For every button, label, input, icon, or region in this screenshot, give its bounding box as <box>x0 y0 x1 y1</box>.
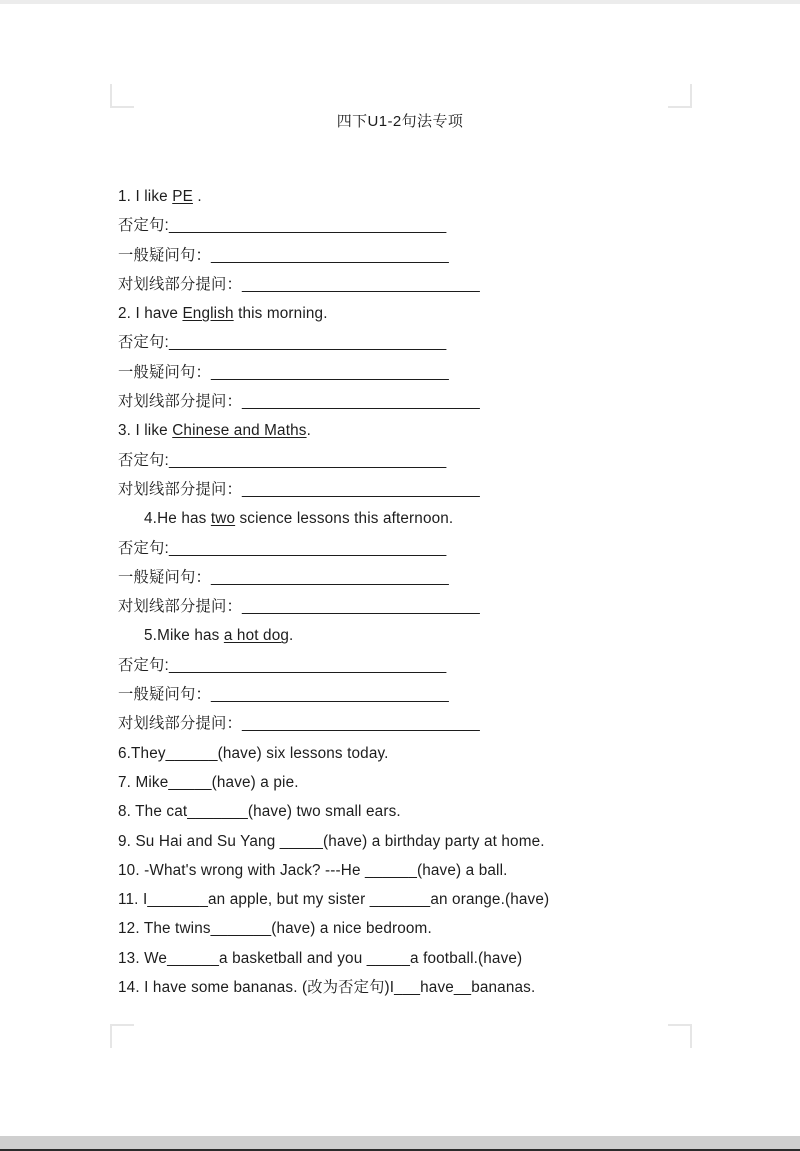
answer-row-general-question <box>118 680 738 709</box>
fill-in-item[interactable]: 6.They______(have) six lessons today. <box>118 744 389 762</box>
answer-blank-line[interactable]: ______________________________ <box>210 363 449 381</box>
worksheet-page <box>0 4 800 1136</box>
fill-in-item[interactable]: 9. Su Hai and Su Yang _____(have) a birthday party at home. <box>118 832 545 850</box>
answer-label: 对划线部分提问： <box>118 715 242 733</box>
exercise-number: 4. <box>144 510 158 528</box>
exercise-text-after: . <box>192 188 202 205</box>
answer-row-wh-question <box>118 709 738 738</box>
answer-label: 否定句: <box>118 539 169 557</box>
exercise-prompt <box>118 416 738 445</box>
answer-row-general-question <box>118 358 738 387</box>
answer-label: 一般疑问句： <box>118 363 211 381</box>
crop-mark-top-left <box>110 84 134 108</box>
fill-in-item[interactable]: 8. The cat_______(have) two small ears. <box>118 803 401 821</box>
answer-row-negative <box>118 211 738 240</box>
answer-label: 对划线部分提问： <box>118 598 242 616</box>
exercise-text-after: science lessons this afternoon. <box>235 510 454 528</box>
answer-row-general-question <box>118 241 738 270</box>
answer-blank-line[interactable]: ______________________________ <box>210 246 449 264</box>
exercise-text-before: I have <box>131 305 183 323</box>
exercise-prompt <box>118 182 738 211</box>
fill-in-item[interactable]: 7. Mike_____(have) a pie. <box>118 773 299 791</box>
worksheet-body <box>118 182 738 1002</box>
answer-label: 否定句: <box>118 451 169 469</box>
exercise-text-before: I like <box>131 422 173 440</box>
exercise-number: 2. <box>118 305 132 323</box>
answer-row-general-question <box>118 563 738 592</box>
exercise-number: 5. <box>144 627 158 645</box>
answer-label: 对划线部分提问： <box>118 480 242 498</box>
answer-blank-line[interactable]: ___________________________________ <box>168 539 446 557</box>
answer-row-negative <box>118 534 738 563</box>
exercise-text-after: . <box>306 422 311 440</box>
page-title: 四下U1-2句法专项 <box>336 113 464 130</box>
exercise-number: 1. <box>118 188 132 205</box>
answer-row-wh-question <box>118 475 738 504</box>
underlined-target: PE <box>172 188 193 205</box>
answer-label: 对划线部分提问： <box>118 393 242 411</box>
exercise-prompt <box>118 299 738 328</box>
underlined-target: English <box>182 305 234 323</box>
underlined-target: two <box>210 510 236 528</box>
viewer-bottom-band <box>0 1136 800 1151</box>
answer-blank-line[interactable]: ___________________________________ <box>168 334 446 352</box>
answer-row-negative <box>118 446 738 475</box>
answer-label: 对划线部分提问： <box>118 275 242 293</box>
exercise-number: 3. <box>118 422 132 440</box>
exercise-text-before: He has <box>157 510 211 528</box>
answer-label: 否定句: <box>118 217 169 235</box>
answer-blank-line[interactable]: ___________________________________ <box>168 217 446 235</box>
answer-label: 一般疑问句： <box>118 568 211 586</box>
underlined-target: Chinese and Maths <box>172 422 307 440</box>
exercise-text-after: . <box>289 627 294 645</box>
answer-row-negative <box>118 651 738 680</box>
fill-in-item[interactable]: 11. I_______an apple, but my sister _______an orange.(have) <box>118 891 550 909</box>
answer-label: 一般疑问句： <box>118 246 211 264</box>
crop-mark-bottom-left <box>110 1024 134 1048</box>
answer-label: 否定句: <box>118 334 169 352</box>
answer-row-wh-question <box>118 592 738 621</box>
answer-row-wh-question <box>118 387 738 416</box>
answer-blank-line[interactable]: ______________________________ <box>241 480 480 498</box>
exercise-text-after: this morning. <box>233 305 328 323</box>
fill-in-item[interactable]: 14. I have some bananas. (改为否定句)I___have__bananas. <box>118 979 536 997</box>
answer-blank-line[interactable]: ______________________________ <box>241 275 480 293</box>
answer-blank-line[interactable]: ______________________________ <box>241 598 480 616</box>
exercise-text-before: I like <box>131 188 173 205</box>
crop-mark-bottom-right <box>668 1024 692 1048</box>
underlined-target: a hot dog <box>223 627 290 645</box>
answer-label: 一般疑问句： <box>118 686 211 704</box>
exercise-prompt <box>118 504 738 533</box>
answer-label: 否定句: <box>118 656 169 674</box>
answer-blank-line[interactable]: ______________________________ <box>241 715 480 733</box>
fill-in-item[interactable]: 12. The twins_______(have) a nice bedroom. <box>118 920 432 938</box>
exercise-prompt <box>118 621 738 650</box>
exercise-text-before: Mike has <box>157 627 224 645</box>
answer-row-negative <box>118 328 738 357</box>
answer-blank-line[interactable]: ___________________________________ <box>168 656 446 674</box>
answer-blank-line[interactable]: ______________________________ <box>210 568 449 586</box>
fill-in-item[interactable]: 10. -What's wrong with Jack? ---He ______(have) a ball. <box>118 861 508 879</box>
crop-mark-top-right <box>668 84 692 108</box>
answer-row-wh-question <box>118 270 738 299</box>
answer-blank-line[interactable]: ______________________________ <box>241 393 480 411</box>
fill-in-item[interactable]: 13. We______a basketball and you _____a football.(have) <box>118 949 523 967</box>
answer-blank-line[interactable]: ______________________________ <box>210 686 449 704</box>
answer-blank-line[interactable]: ___________________________________ <box>168 451 446 469</box>
